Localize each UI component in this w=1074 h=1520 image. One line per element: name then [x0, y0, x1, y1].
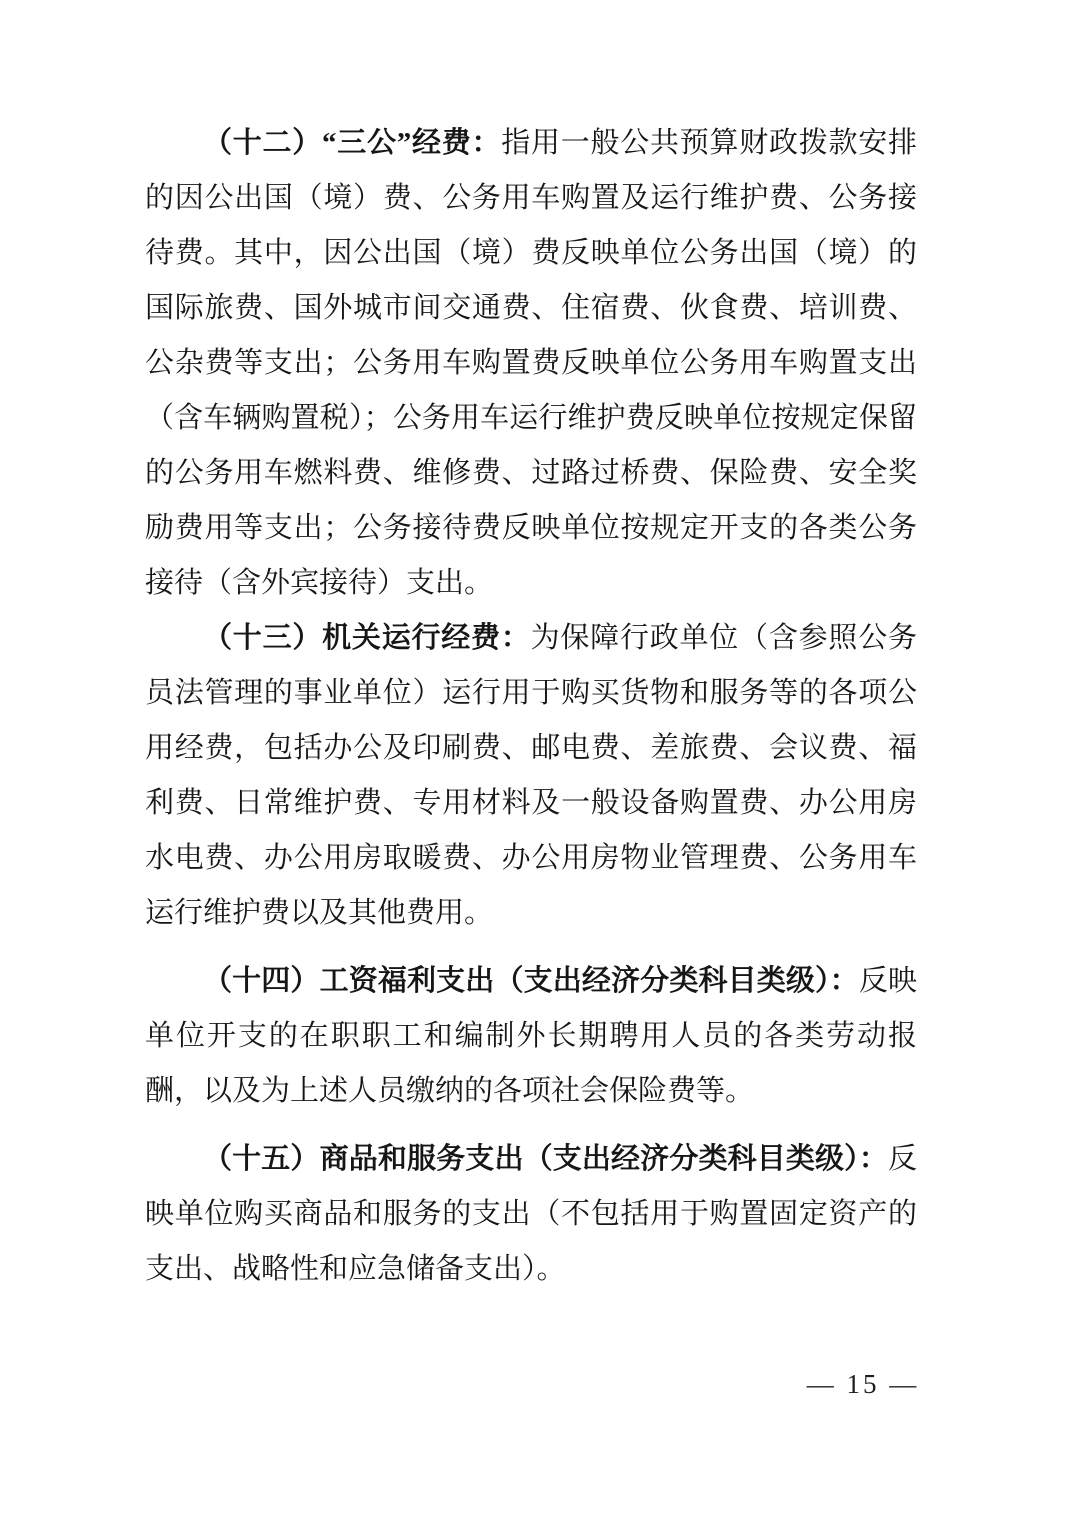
paragraph-item-13-text: 为保障行政单位（含参照公务员法管理的事业单位）运行用于购买货物和服务等的各项公用经费，包括办公及印刷费、邮电费、差旅费、会议费、福利费、日常维护费、专用材料及一般设备购置费、办公用房水电费、办公用房取暖费、办公用房物业管理费、公务用车运行维护费以及其他费用。: [145, 622, 917, 929]
paragraph-item-12: [145, 116, 917, 611]
paragraph-item-13: [145, 611, 917, 941]
paragraph-item-15-lead: （十五）商品和服务支出（支出经济分类科目类级）：: [203, 1143, 888, 1175]
paragraph-item-15-text: 反映单位购买商品和服务的支出（不包括用于购置固定资产的支出、战略性和应急储备支出）。: [145, 1143, 917, 1285]
paragraph-item-14: [145, 954, 917, 1119]
paragraph-item-15: [145, 1132, 917, 1297]
paragraph-item-13-lead: （十三）机关运行经费：: [203, 622, 531, 654]
paragraph-item-14-lead: （十四）工资福利支出（支出经济分类科目类级）：: [203, 965, 859, 997]
paragraph-item-14-text: 反映单位开支的在职职工和编制外长期聘用人员的各类劳动报酬，以及为上述人员缴纳的各项社会保险费等。: [145, 965, 917, 1107]
document-body: [145, 116, 917, 1297]
paragraph-item-12-lead: （十二）“三公”经费：: [203, 127, 502, 159]
paragraph-item-12-text: 指用一般公共预算财政拨款安排的因公出国（境）费、公务用车购置及运行维护费、公务接待费。其中，因公出国（境）费反映单位公务出国（境）的国际旅费、国外城市间交通费、住宿费、伙食费、培训费、公杂费等支出；公务用车购置费反映单位公务用车购置支出（含车辆购置税）；公务用车运行维护费反映单位按规定保留的公务用车燃料费、维修费、过路过桥费、保险费、安全奖励费用等支出；公务接待费反映单位按规定开支的各类公务接待（含外宾接待）支出。: [145, 127, 917, 599]
page-number: — 15 —: [806, 1369, 920, 1399]
